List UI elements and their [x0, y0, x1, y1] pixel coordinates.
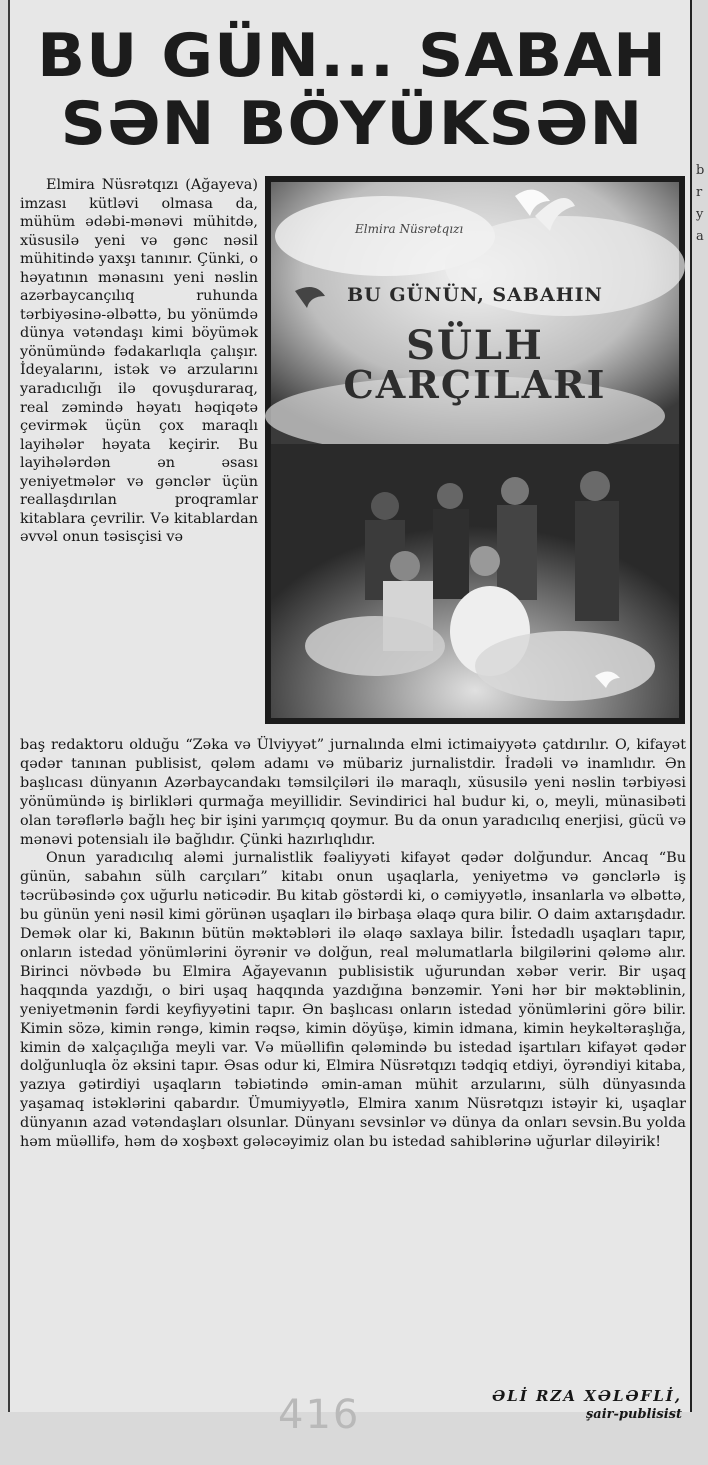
book-title-line-2: SÜLH	[406, 322, 544, 369]
neighbor-letter: r	[696, 185, 703, 200]
neighbor-column-fragment	[696, 160, 708, 248]
headline-line-1: BU GÜN... SABAH	[37, 21, 667, 91]
article-body	[20, 736, 686, 1152]
article-headline	[1, 22, 702, 158]
signature-role: şair-publisist	[585, 1407, 682, 1422]
book-author: Elmira Nüsrətqızı	[355, 222, 464, 236]
book-cover-photo	[265, 176, 685, 724]
book-title-line-3: CARÇILARI	[343, 362, 607, 407]
headline-line-2: SƏN BÖYÜKSƏN	[60, 89, 644, 159]
paragraph-2: Onun yaradıcılıq aləmi jurnalistlik fəaliyyəti kifayət qədər dolğundur. Ancaq “Bu günün, sabahın sülh carçıları” kitabı onun uşaqlarla, yeniyetmə və gənclərlə iş təcrübəsində çox uğurlu nəticədir. Bu kitab göstərdi ki, o cəmiyyətlə, insanlarla və əlbəttə, bu günün yeni nəsil kimi görünən uşaqları ilə birbaşa əlaqə qura bilir. O daim axtarışdadır. Demək olar ki, Bakının bütün məktəbləri ilə əlaqə saxlaya bilir. İstedadlı uşaqları tapır, onların istedad yönümlərini öyrənir və dolğun, real məlumatlarla bilgilərini qələmə alır. Birinci növbədə bu Elmira Ağayevanın publisistik uğurundan xəbər verir. Bir uşaq haqqında yazdığı, o biri uşaq haqqında yazdığına bənzəmir. Yəni hər bir məktəblinin, yeniyetmənin fərdi keyfiyyətini tapır. Ən başlıcası onların istedad yönümlərini görə bilir. Kimin sözə, kimin rəngə, kimin rəqsə, kimin döyüşə, kimin idmana, kimin heykəltəraşlığa, kimin də xalçaçılığa meyli var. Və müəllifin qələmində bu istedad işartıları kifayət qədər dolğunluqla öz əksini tapır. Əsas odur ki, Elmira Nüsrətqızı tədqiq etdiyi, öyrəndiyi kitaba, yazıya gətirdiyi uşaqların təbiətində əmin-aman mühit arzularını, sülh dünyasında yaşamaq istəklərini qabardır. Ümumiyyətlə, Elmira xanım Nüsrətqızı istəyir ki, uşaqlar dünyanın azad vətəndaşları olsunlar. Dünyanı sevsinlər və dünya da onları sevsin.Bu yolda həm müəllifə, həm də xoşbəxt gələcəyimiz olan bu istedad sahiblərinə uğurlar diləyirik!	[20, 850, 686, 1151]
book-cover-art	[265, 176, 685, 724]
paragraph-1-start: Elmira Nüsrətqızı (Ağayeva) imzası kütləvi olmasa da, mühüm ədəbi-mənəvi mühitdə, xüsusilə yeni və gənc nəsil mühitində yaxşı tanınır. Çünki, o həyatının mənasını yeni nəslin azərbaycançılıq ruhunda tərbiyəsinə-əlbəttə, bu yönümdə dünya vətəndaşı kimi böyümək yönümündə fədakarlıqla çalışır. İdeyalarını, istək və arzularını yaradıcılığı ilə qovuşduraraq, real zəmində həyatı həqiqətə çevirmək üçün çox maraqlı layihələr həyata keçirir. Bu layihələrdən ən əsası yeniyetmələr və gənclər üçün reallaşdırılan proqramlar kitablara çevrilir. Və kitablardan əvvəl onun təsisçisi və	[20, 177, 258, 546]
book-title-line-1: BU GÜNÜN, SABAHIN	[347, 284, 603, 306]
neighbor-letter: a	[696, 229, 704, 244]
author-signature	[492, 1386, 682, 1424]
neighbor-letter: b	[696, 163, 705, 178]
column-rule	[8, 0, 10, 1412]
handwritten-page-note: 416	[278, 1392, 361, 1438]
article-column-text	[20, 176, 258, 547]
neighbor-letter: y	[696, 207, 704, 222]
signature-name: ƏLİ RZA XƏLƏFLİ,	[492, 1387, 682, 1405]
paragraph-1-rest: baş redaktoru olduğu “Zəka və Ülviyyət” jurnalında elmi ictimaiyyətə çatdırılır. O, kifayət qədər tanınan publisist, qələm adamı və mübariz jurnalistdir. İradəli və inamlıdır. Ən başlıcası dünyanın Azərbaycandakı təmsilçiləri ilə maraqlı, xüsusilə yeni nəslin tərbiyəsi yönümündə iş birlikləri qurmağa meyillidir. Sevindirici hal budur ki, o, meyli, münasibəti olan tərəflərlə bağlı heç bir işini yarımçıq qoymur. Bu da onun yaradıcılıq enerjisi, gücü və mənəvi potensialı ilə bağlıdır. Çünki hazırlıqlıdır.	[20, 737, 686, 848]
